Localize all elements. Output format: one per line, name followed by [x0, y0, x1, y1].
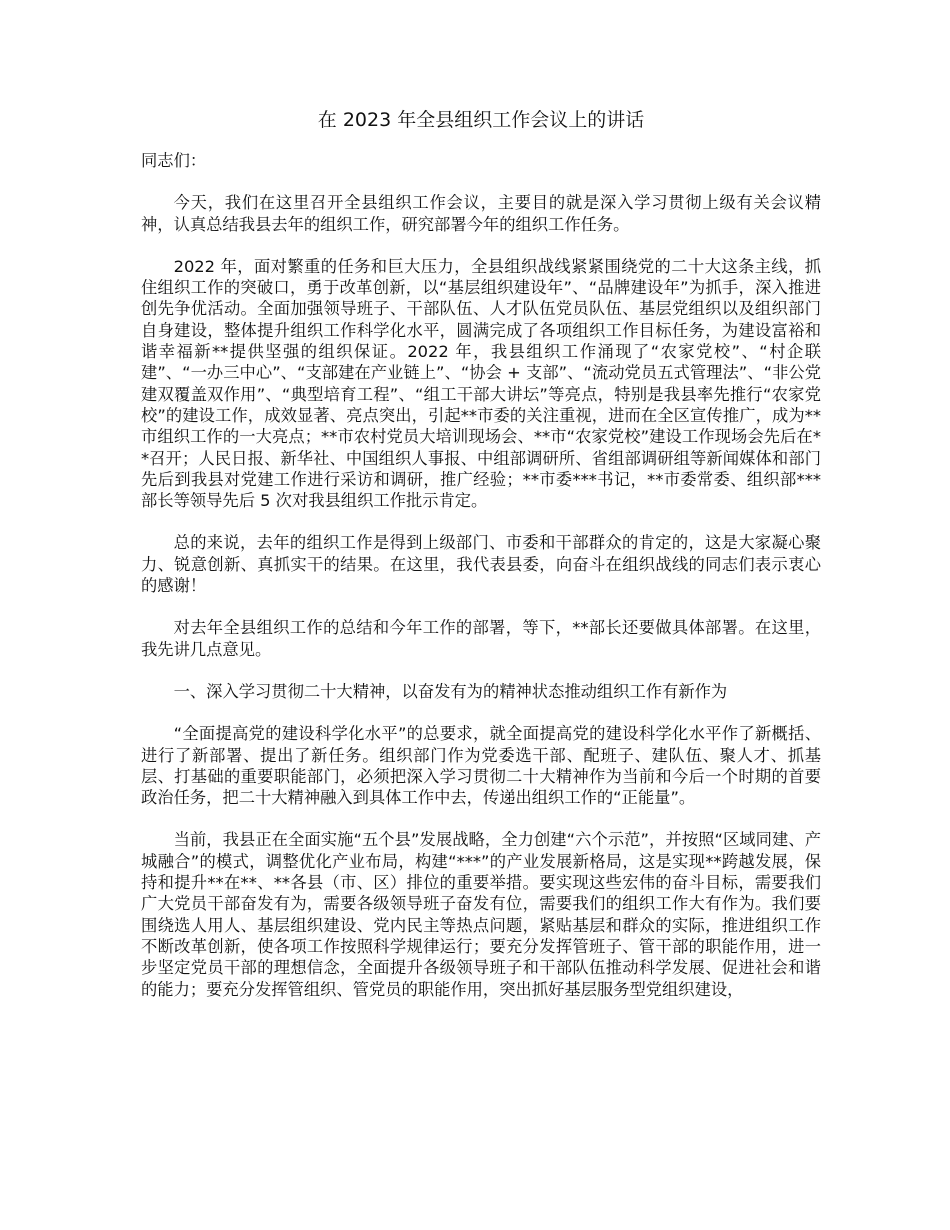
- paragraph-transition: 对去年全县组织工作的总结和今年工作的部署，等下，**部长还要做具体部署。在这里，我先讲几点意见。: [141, 618, 821, 659]
- greeting: 同志们：: [141, 151, 207, 170]
- paragraph-opening: 今天，我们在这里召开全县组织工作会议，主要目的就是深入学习贯彻上级有关会议精神，认真总结我县去年的组织工作，研究部署今年的组织工作任务。: [141, 193, 821, 234]
- paragraph-requirements: “全面提高党的建设科学化水平”的总要求，就全面提高党的建设科学化水平作了新概括、进行了新部署、提出了新任务。组织部门作为党委选干部、配班子、建队伍、聚人才、抓基层、打基础的重要职能部门，必须把深入学习贯彻二十大精神作为当前和今后一个时期的首要政治任务，把二十大精神融入到具体工作中去，传递出组织工作的“正能量”。: [141, 724, 821, 808]
- paragraph-thanks: 总的来说，去年的组织工作是得到上级部门、市委和干部群众的肯定的，这是大家凝心聚力、锐意创新、真抓实干的结果。在这里，我代表县委，向奋斗在组织战线的同志们表示衷心的感谢！: [141, 533, 821, 596]
- document-title: 在 2023 年全县组织工作会议上的讲话: [317, 109, 645, 131]
- document-page: [141, 108, 821, 1021]
- paragraph-current-strategy: 当前，我县正在全面实施“五个县”发展战略，全力创建“六个示范”，并按照“区域同建、产城融合”的模式，调整优化产业布局，构建“***”的产业发展新格局，这是实现**跨越发展，保持和提升**在**、**各县（市、区）排位的重要举措。要实现这些宏伟的奋斗目标，需要我们广大党员干部奋发有为，需要各级领导班子奋发有位，需要我们的组织工作大有作为。我们要围绕选人用人、基层组织建设、党内民主等热点问题，紧贴基层和群众的实际，推进组织工作不断改革创新，使各项工作按照科学规律运行；要充分发挥管班子、管干部的职能作用，进一步坚定党员干部的理想信念，全面提升各级领导班子和干部队伍推动科学发展、促进社会和谐的能力；要充分发挥管组织、管党员的职能作用，突出抓好基层服务型党组织建设，: [141, 830, 821, 999]
- paragraph-review-2022: 2022 年，面对繁重的任务和巨大压力，全县组织战线紧紧围绕党的二十大这条主线，抓住组织工作的突破口，勇于改革创新，以“基层组织建设年”、“品牌建设年”为抓手，深入推进创先争优活动。全面加强领导班子、干部队伍、人才队伍党员队伍、基层党组织以及组织部门自身建设，整体提升组织工作科学化水平，圆满完成了各项组织工作目标任务，为建设富裕和谐幸福新**提供坚强的组织保证。2022 年，我县组织工作涌现了“农家党校”、“村企联建”、“一办三中心”、“支部建在产业链上”、“协会 + 支部”、“流动党员五式管理法”、“非公党建双覆盖双作用”、“典型培育工程”、“组工干部大讲坛”等亮点，特别是我县率先推行“农家党校”的建设工作，成效显著、亮点突出，引起**市委的关注重视，进而在全区宣传推广，成为**市组织工作的一大亮点；**市农村党员大培训现场会、**市“农家党校”建设工作现场会先后在**召开；人民日报、新华社、中国组织人事报、中组部调研所、省组部调研组等新闻媒体和部门先后到我县对党建工作进行采访和调研，推广经验；**市委***书记，**市委常委、组织部***部长等领导先后 5 次对我县组织工作批示肯定。: [141, 256, 821, 511]
- section-heading-one: 一、深入学习贯彻二十大精神，以奋发有为的精神状态推动组织工作有新作为: [173, 681, 728, 701]
